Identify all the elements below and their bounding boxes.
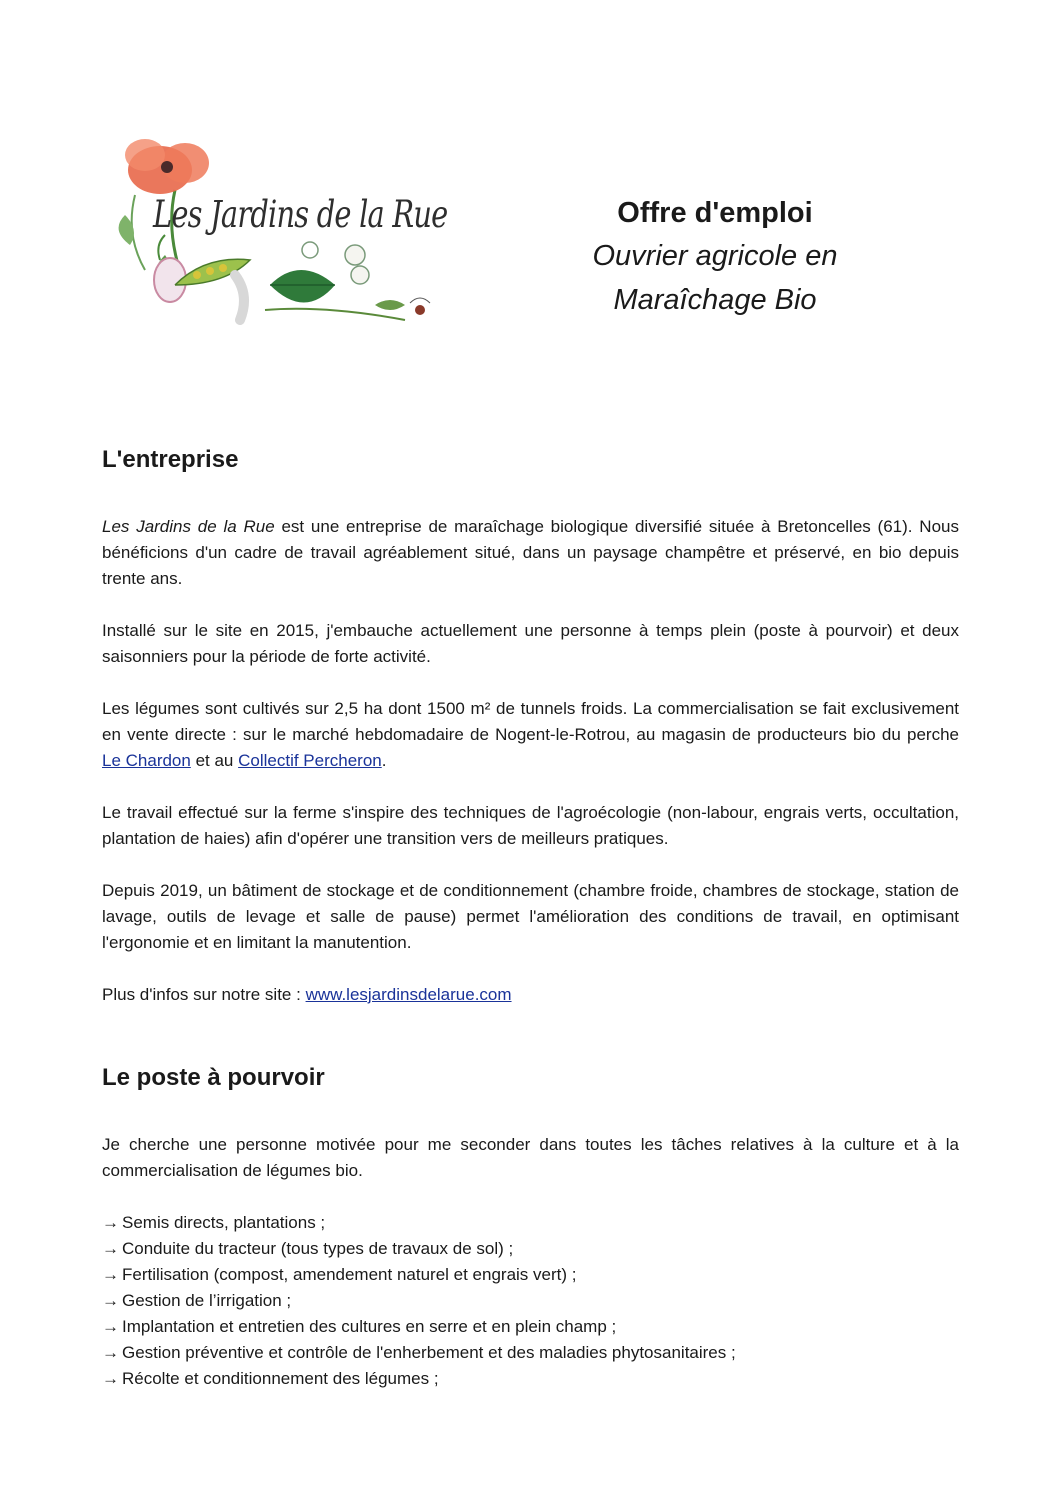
list-item: → Semis directs, plantations ;: [102, 1210, 959, 1236]
paragraph-company-intro: [102, 514, 959, 592]
list-item: → Conduite du tracteur (tous types de travaux de sol) ;: [102, 1236, 959, 1262]
paragraph-sales-mid: et au: [190, 751, 239, 770]
list-item: → Gestion de l’irrigation ;: [102, 1288, 959, 1314]
paragraph-company-intro-text: est une entreprise de maraîchage biologique diversifié située à Bretoncelles (61). Nous bénéficions d'un cadre de travail agréablement situé, dans un paysage champêtre et préservé, en bio depuis trente ans.: [102, 517, 959, 588]
arrow-right-icon: →: [102, 1239, 119, 1258]
company-name-emphasis: Les Jardins de la Rue: [102, 517, 275, 536]
paragraph-job-intro: Je cherche une personne motivée pour me seconder dans toutes les tâches relatives à la culture et à la commercialisation de légumes bio.: [102, 1135, 959, 1180]
arrow-right-icon: →: [102, 1369, 119, 1388]
arrow-right-icon: →: [102, 1343, 119, 1362]
arrow-right-icon: →: [102, 1291, 119, 1310]
section-heading-job: Le poste à pourvoir: [102, 1064, 325, 1091]
link-website[interactable]: www.lesjardinsdelarue.com: [305, 985, 512, 1004]
arrow-right-icon: →: [102, 1213, 119, 1232]
document-header: [540, 192, 890, 322]
list-item: → Récolte et conditionnement des légumes ;: [102, 1366, 959, 1392]
section-heading-company: L'entreprise: [102, 446, 239, 473]
paragraph-sales-text: Les légumes sont cultivés sur 2,5 ha dont 1500 m² de tunnels froids. La commercialisation se fait exclusivement en vente directe : sur le marché hebdomadaire de Nogent-le-Rotrou, au magasin de producteurs bio du perche: [102, 699, 959, 744]
paragraph-sales: [102, 696, 959, 774]
paragraph-building: Depuis 2019, un bâtiment de stockage et de conditionnement (chambre froide, chambres de stockage, station de lavage, outils de levage et salle de pause) permet l'amélioration des conditions de travail, en optimisant l'ergonomie et en limitant la manutention.: [102, 881, 959, 952]
arrow-right-icon: →: [102, 1265, 119, 1284]
list-item: → Gestion préventive et contrôle de l'enherbement et des maladies phytosanitaires ;: [102, 1340, 959, 1366]
arrow-right-icon: →: [102, 1317, 119, 1336]
link-collectif-percheron[interactable]: Collectif Percheron: [238, 751, 382, 770]
paragraph-staff: Installé sur le site en 2015, j'embauche actuellement une personne à temps plein (poste à pourvoir) et deux saisonniers pour la période de forte activité.: [102, 621, 959, 666]
document-title: Offre d'emploi: [617, 197, 813, 229]
link-le-chardon[interactable]: Le Chardon: [102, 751, 191, 770]
paragraph-website: [102, 982, 959, 1008]
paragraph-agroecology: Le travail effectué sur la ferme s'inspire des techniques de l'agroécologie (non-labour, engrais verts, occultation, plantation de haies) afin d'opérer une transition vers de meilleurs pratiques.: [102, 803, 959, 848]
document-subtitle-line2: Maraîchage Bio: [613, 284, 817, 316]
logo-wordmark: Les Jardins de la Rue: [153, 193, 448, 236]
list-item: → Implantation et entretien des cultures en serre et en plein champ ;: [102, 1314, 959, 1340]
document-body: [102, 440, 959, 1392]
document-subtitle-line1: Ouvrier agricole en: [592, 240, 838, 272]
company-logo: [105, 135, 450, 330]
paragraph-sales-end: .: [381, 751, 387, 770]
list-item: → Fertilisation (compost, amendement naturel et engrais vert) ;: [102, 1262, 959, 1288]
website-label: Plus d'infos sur notre site :: [102, 985, 306, 1004]
task-list: [102, 1210, 959, 1392]
